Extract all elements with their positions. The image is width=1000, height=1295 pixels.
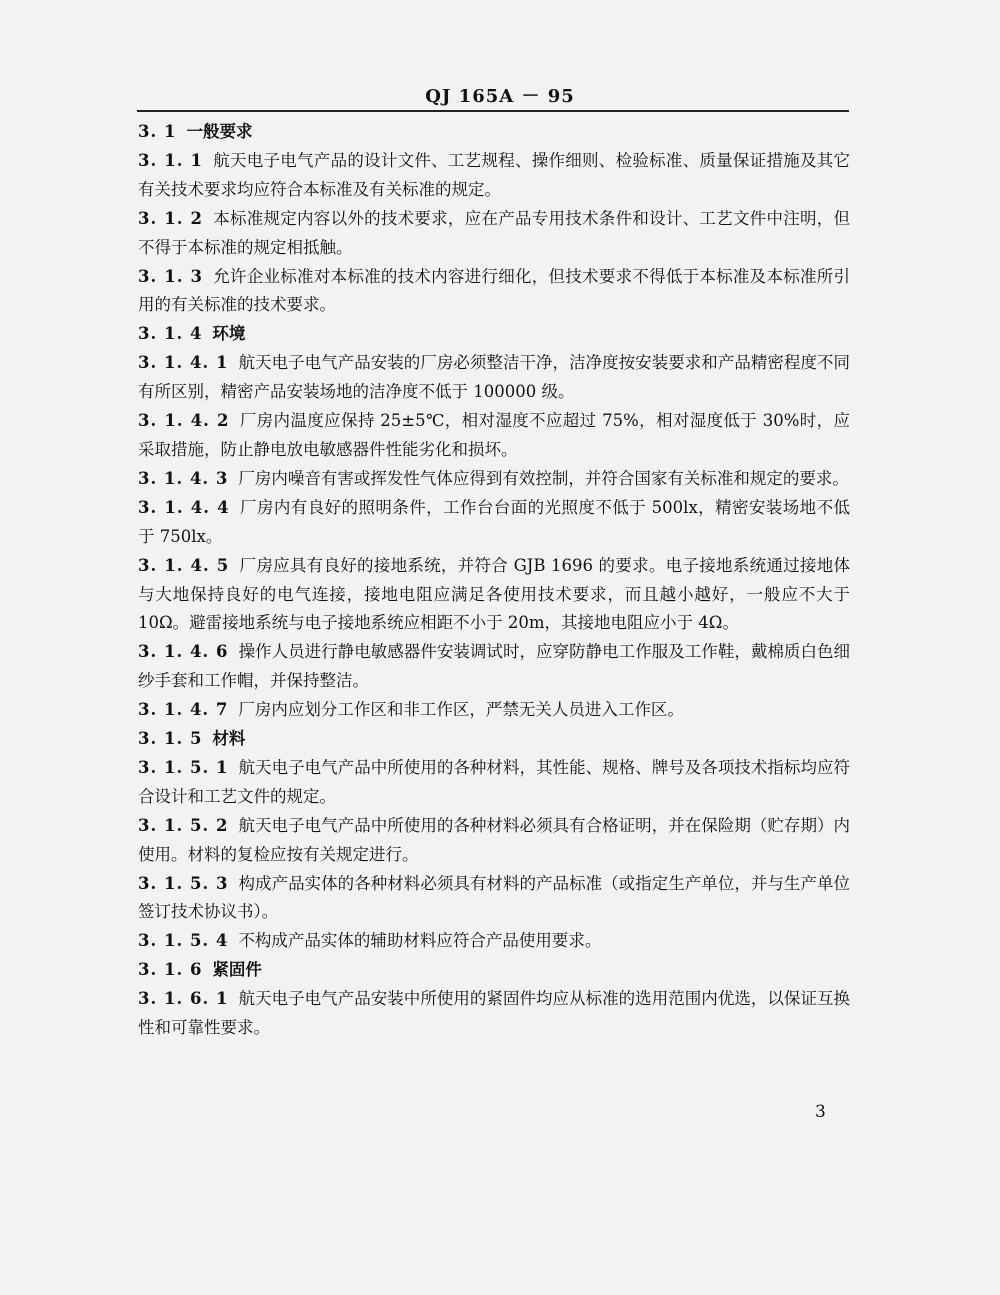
clause-paragraph bbox=[138, 754, 850, 812]
clause-text: 航天电子电气产品安装中所使用的紧固件均应从标准的选用范围内优选，以保证互换性和可靠性要求。 bbox=[138, 989, 851, 1038]
clause-text: 构成产品实体的各种材料必须具有材料的产品标准（或指定生产单位，并与生产单位签订技术协议书）。 bbox=[138, 873, 851, 922]
clause-text: 厂房内温度应保持 25±5℃，相对湿度不应超过 75%，相对湿度低于 30%时，应采取措施，防止静电放电敏感器件性能劣化和损坏。 bbox=[138, 411, 851, 459]
clause-text: 允许企业标准对本标准的技术内容进行细化，但技术要求不得低于本标准及本标准所引用的有关标准的技术要求。 bbox=[138, 266, 851, 315]
clause-number: 3. 1. 1 bbox=[138, 150, 203, 170]
clause-number: 3. 1. 4. 4 bbox=[138, 497, 230, 517]
clause-paragraph bbox=[138, 205, 850, 263]
clause-paragraph bbox=[138, 494, 850, 552]
clause-paragraph bbox=[138, 696, 850, 725]
clause-paragraph bbox=[138, 407, 850, 465]
document-body bbox=[138, 118, 850, 1043]
clause-paragraph bbox=[138, 263, 850, 321]
clause-number: 3. 1. 5 bbox=[138, 729, 203, 749]
clause-number: 3. 1. 6 bbox=[138, 960, 203, 980]
clause-paragraph bbox=[138, 927, 850, 956]
section-title: 一般要求 bbox=[186, 122, 253, 141]
clause-number: 3. 1. 5. 2 bbox=[138, 815, 229, 835]
clause-number: 3. 1. 4. 6 bbox=[138, 642, 229, 662]
clause-number: 3. 1. 4. 3 bbox=[138, 468, 229, 488]
section-heading bbox=[138, 118, 850, 147]
clause-paragraph bbox=[138, 985, 850, 1043]
clause-number: 3. 1. 5. 3 bbox=[138, 873, 229, 893]
clause-number: 3. 1. 4. 2 bbox=[138, 411, 230, 431]
clause-text: 航天电子电气产品的设计文件、工艺规程、操作细则、检验标准、质量保证措施及其它有关技术要求均应符合本标准及有关标准的规定。 bbox=[138, 150, 851, 199]
clause-text: 厂房应具有良好的接地系统，并符合 GJB 1696 的要求。电子接地系统通过接地体与大地保持良好的电气连接，接地电阻应满足各使用技术要求，而且越小越好，一般应不大于 10Ω。避雷接地系统与电子接地系统应相距不小于 20m，其接地电阻应小于 4Ω。 bbox=[138, 555, 851, 633]
clause-number: 3. 1 bbox=[138, 122, 177, 141]
section-heading bbox=[138, 956, 850, 985]
section-title: 材料 bbox=[212, 729, 246, 749]
section-heading bbox=[138, 725, 850, 754]
clause-number: 3. 1. 4 bbox=[138, 324, 203, 344]
document-code-header: QJ 165A － 95 bbox=[425, 86, 575, 107]
clause-paragraph bbox=[138, 552, 850, 639]
clause-number: 3. 1. 5. 4 bbox=[138, 931, 229, 951]
clause-paragraph bbox=[138, 147, 850, 205]
page-number: 3 bbox=[815, 1102, 826, 1122]
clause-number: 3. 1. 6. 1 bbox=[138, 989, 229, 1009]
clause-number: 3. 1. 4. 7 bbox=[138, 700, 229, 720]
clause-text: 厂房内噪音有害或挥发性气体应得到有效控制，并符合国家有关标准和规定的要求。 bbox=[238, 468, 849, 488]
clause-text: 厂房内有良好的照明条件，工作台台面的光照度不低于 500lx，精密安装场地不低于 750lx。 bbox=[138, 497, 850, 546]
clause-text: 不构成产品实体的辅助材料应符合产品使用要求。 bbox=[238, 931, 602, 951]
clause-paragraph bbox=[138, 638, 850, 696]
section-title: 环境 bbox=[212, 324, 246, 344]
clause-number: 3. 1. 4. 5 bbox=[138, 555, 230, 575]
clause-number: 3. 1. 3 bbox=[138, 266, 203, 286]
section-heading bbox=[138, 320, 850, 349]
section-title: 紧固件 bbox=[212, 960, 262, 980]
clause-paragraph bbox=[138, 812, 850, 870]
clause-text: 航天电子电气产品中所使用的各种材料，其性能、规格、牌号及各项技术指标均应符合设计和工艺文件的规定。 bbox=[138, 757, 851, 806]
clause-number: 3. 1. 4. 1 bbox=[138, 353, 229, 373]
clause-text: 航天电子电气产品安装的厂房必须整洁干净，洁净度按安装要求和产品精密程度不同有所区别，精密产品安装场地的洁净度不低于 100000 级。 bbox=[138, 353, 851, 402]
clause-number: 3. 1. 2 bbox=[138, 208, 203, 228]
clause-text: 厂房内应划分工作区和非工作区，严禁无关人员进入工作区。 bbox=[238, 700, 684, 720]
header-rule bbox=[137, 110, 849, 112]
clause-text: 本标准规定内容以外的技术要求，应在产品专用技术条件和设计、工艺文件中注明，但不得于本标准的规定相抵触。 bbox=[138, 208, 851, 257]
clause-text: 操作人员进行静电敏感器件安装调试时，应穿防静电工作服及工作鞋，戴棉质白色细纱手套和工作帽，并保持整洁。 bbox=[138, 642, 851, 691]
clause-paragraph bbox=[138, 349, 850, 407]
clause-text: 航天电子电气产品中所使用的各种材料必须具有合格证明，并在保险期（贮存期）内使用。材料的复检应按有关规定进行。 bbox=[138, 815, 851, 864]
clause-number: 3. 1. 5. 1 bbox=[138, 757, 229, 777]
clause-paragraph bbox=[138, 870, 850, 928]
clause-paragraph bbox=[138, 465, 850, 494]
